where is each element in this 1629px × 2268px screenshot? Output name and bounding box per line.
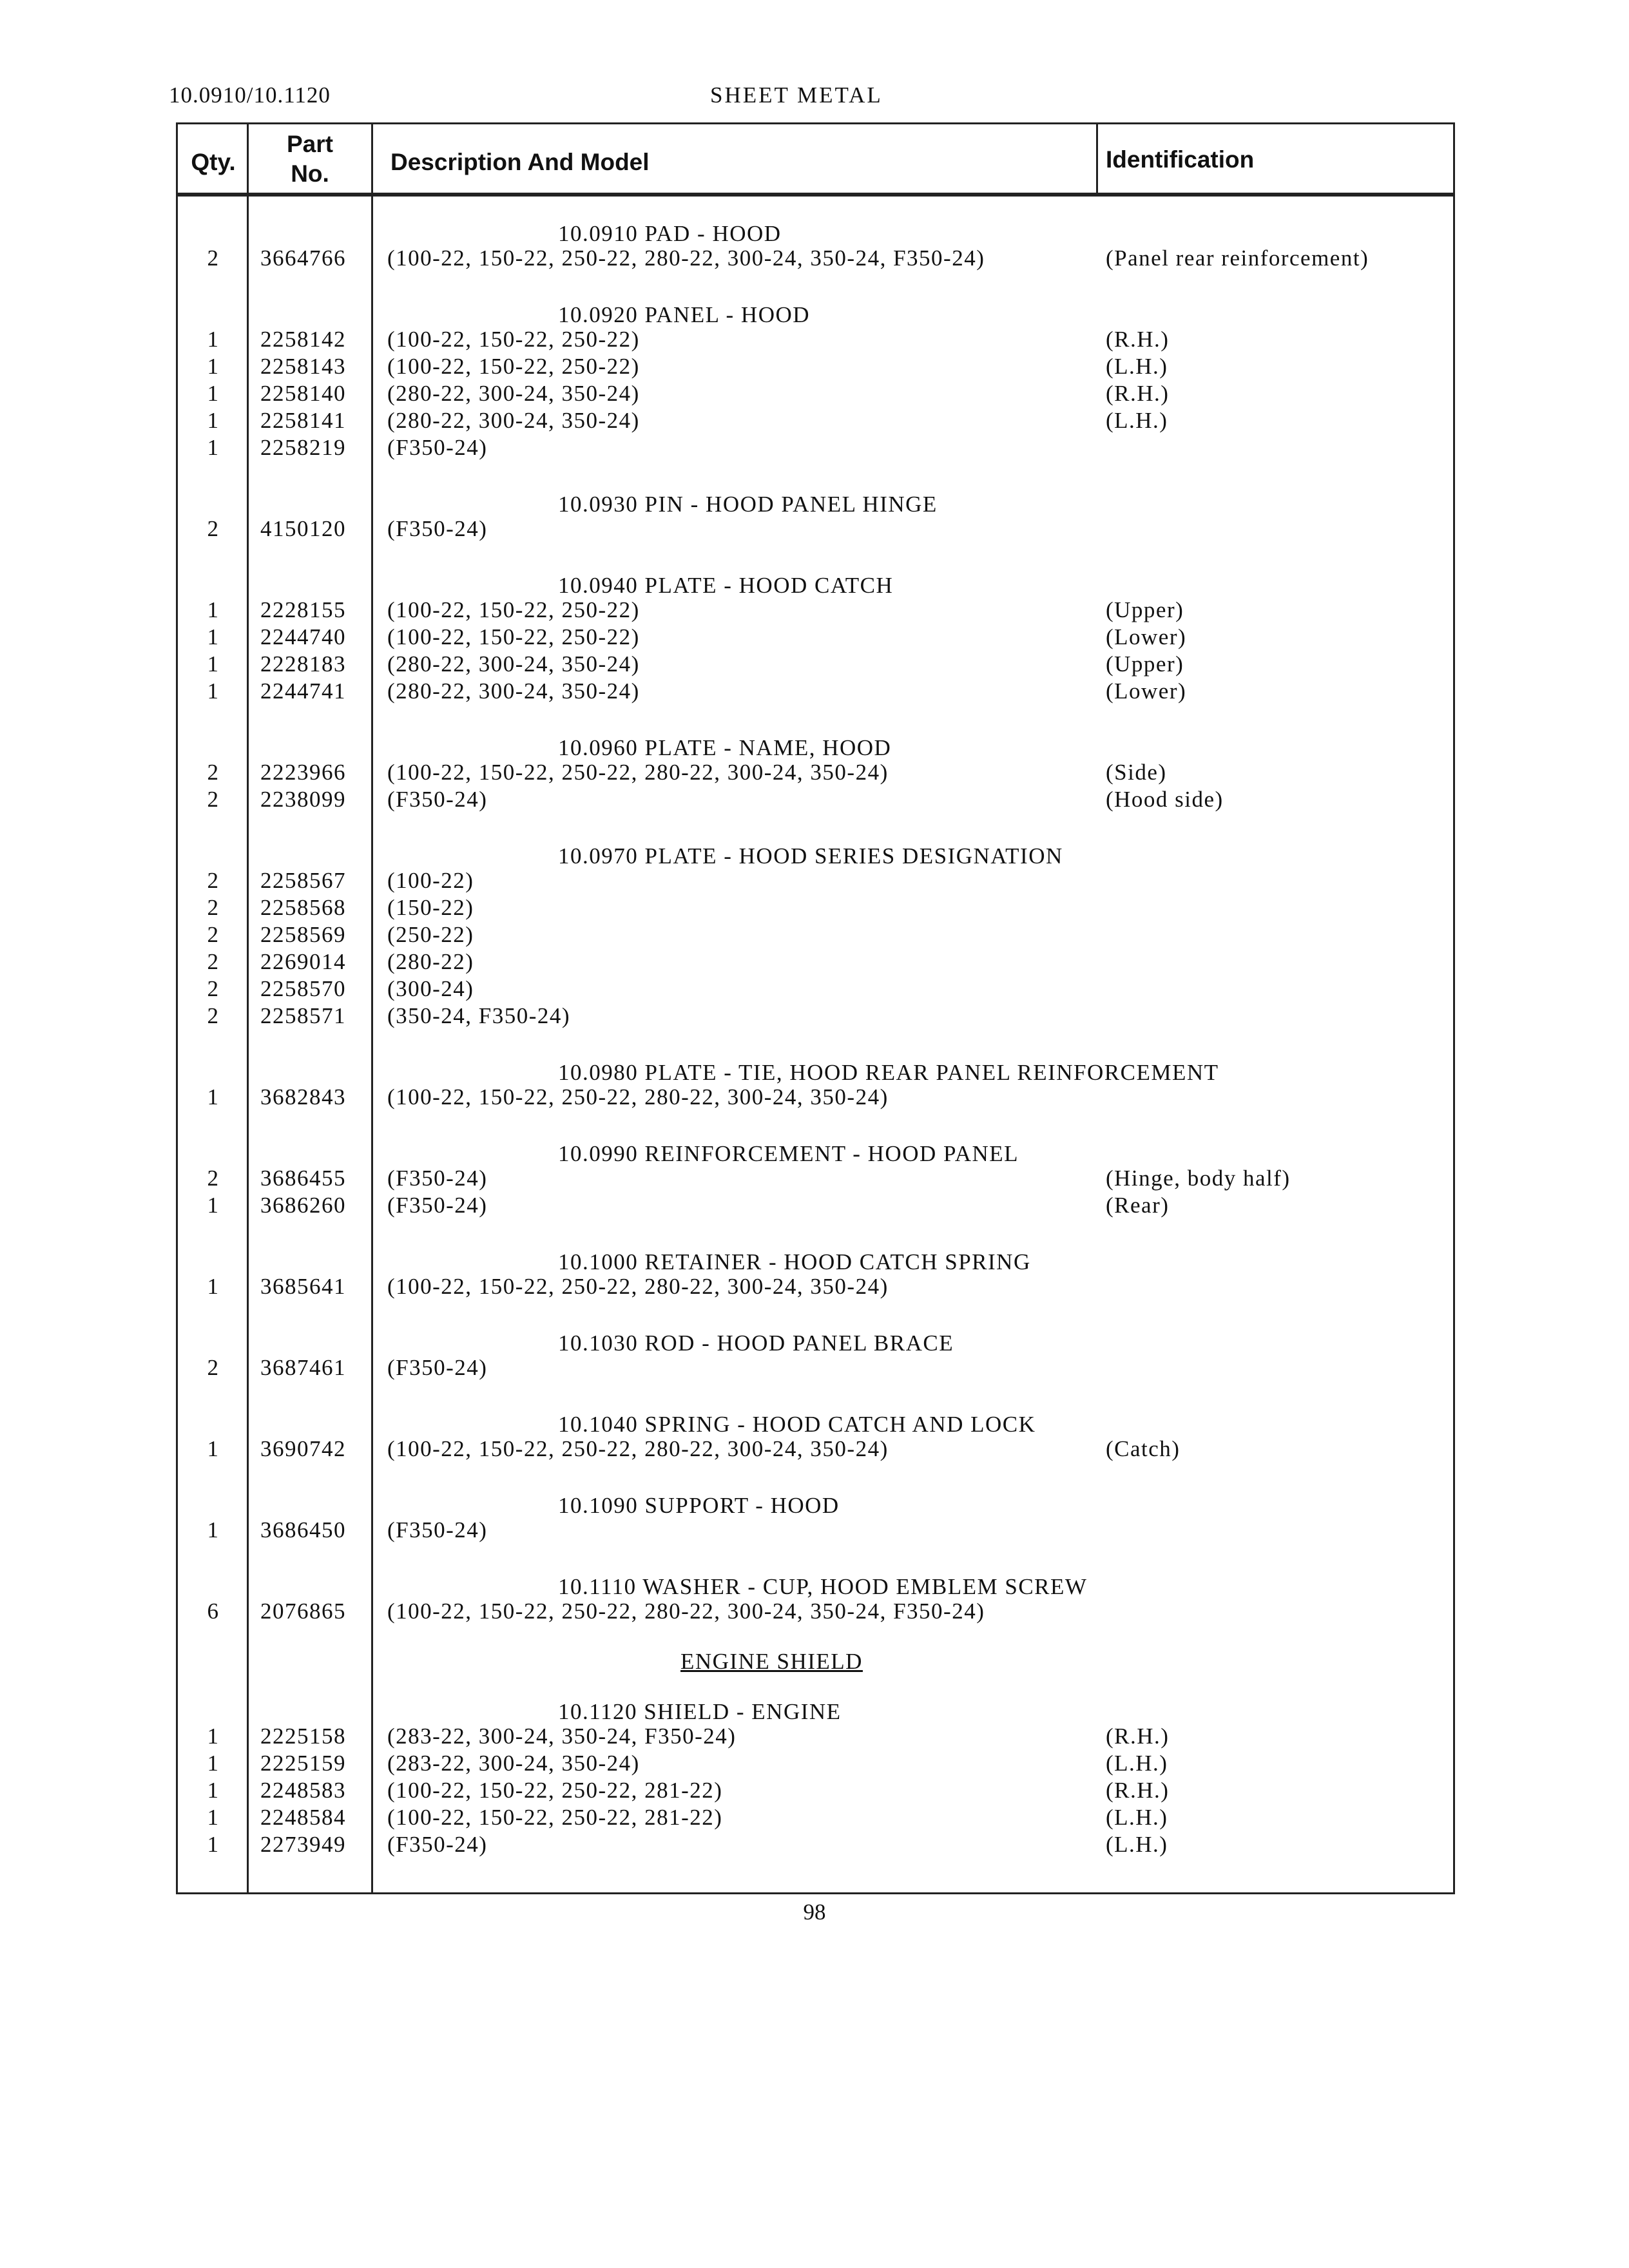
description-cell: (F350-24): [387, 1166, 488, 1191]
part-number-cell: 2258143: [260, 354, 346, 379]
part-number-cell: 3682843: [260, 1084, 346, 1110]
table-row: [178, 787, 1453, 815]
identification-cell: (Lower): [1106, 624, 1187, 649]
section-heading-text: 10.1090 SUPPORT - HOOD: [558, 1493, 840, 1518]
table-row: [178, 327, 1453, 355]
identification-cell: (Hood side): [1106, 787, 1224, 812]
table-row: [178, 597, 1453, 626]
table-row: [178, 760, 1453, 788]
table-row: [178, 651, 1453, 680]
identification-cell: (Panel rear reinforcement): [1106, 245, 1369, 271]
qty-cell: 1: [207, 435, 220, 460]
description-cell: (350-24, F350-24): [387, 1003, 571, 1028]
table-row: [178, 435, 1453, 463]
engine-shield-subheading: ENGINE SHIELD: [680, 1649, 863, 1674]
table-row: [178, 1274, 1453, 1302]
description-cell: (100-22, 150-22, 250-22, 280-22, 300-24, 350-24): [387, 760, 889, 785]
qty-cell: 1: [207, 1751, 220, 1776]
section-heading-text: 10.0910 PAD - HOOD: [558, 221, 782, 246]
section-heading-text: 10.0920 PANEL - HOOD: [558, 302, 811, 327]
description-cell: (100-22, 150-22, 250-22): [387, 624, 640, 649]
identification-cell: (L.H.): [1106, 354, 1168, 379]
description-cell: (280-22): [387, 949, 474, 974]
qty-cell: 2: [207, 245, 220, 271]
description-column-header: Description And Model: [390, 149, 650, 175]
identification-cell: (Hinge, body half): [1106, 1166, 1291, 1191]
qty-cell: 1: [207, 678, 220, 704]
part-number-cell: 3685641: [260, 1274, 346, 1299]
table-header: [178, 124, 1453, 197]
description-cell: (283-22, 300-24, 350-24, F350-24): [387, 1724, 737, 1749]
identification-cell: (Catch): [1106, 1436, 1181, 1461]
description-cell: (100-22, 150-22, 250-22): [387, 354, 640, 379]
section-heading-text: 10.1000 RETAINER - HOOD CATCH SPRING: [558, 1249, 1031, 1274]
section-heading-text: 10.0930 PIN - HOOD PANEL HINGE: [558, 492, 938, 517]
identification-cell: (L.H.): [1106, 1832, 1168, 1857]
qty-cell: 1: [207, 354, 220, 379]
part-number-cell: 2258567: [260, 868, 346, 893]
qty-cell: 2: [207, 922, 220, 947]
qty-cell: 1: [207, 624, 220, 649]
table-row: [178, 1193, 1453, 1221]
section-heading-text: 10.0980 PLATE - TIE, HOOD REAR PANEL REINFORCEMENT: [558, 1060, 1219, 1085]
qty-cell: 1: [207, 327, 220, 352]
description-cell: (280-22, 300-24, 350-24): [387, 408, 640, 433]
part-number-cell: 2248583: [260, 1778, 346, 1803]
table-row: [178, 408, 1453, 436]
part-number-cell: 2258141: [260, 408, 346, 433]
part-number-cell: 3664766: [260, 245, 346, 271]
table-row: [178, 1517, 1453, 1546]
page-header: [169, 82, 1460, 115]
parts-table: [176, 122, 1455, 1894]
qty-cell: 1: [207, 597, 220, 622]
identification-cell: (R.H.): [1106, 1724, 1170, 1749]
table-row: [178, 1166, 1453, 1194]
table-row: [178, 868, 1453, 896]
identification-cell: (Upper): [1106, 651, 1184, 677]
table-row: [178, 976, 1453, 1004]
part-number-cell: 3686260: [260, 1193, 346, 1218]
description-cell: (100-22): [387, 868, 474, 893]
part-number-cell: 2269014: [260, 949, 346, 974]
identification-cell: (Upper): [1106, 597, 1184, 622]
part-number-cell: 2258140: [260, 381, 346, 406]
qty-cell: 2: [207, 976, 220, 1001]
part-number-cell: 2076865: [260, 1599, 346, 1624]
table-row: [178, 1778, 1453, 1806]
table-row: [178, 895, 1453, 923]
part-number-cell: 2258142: [260, 327, 346, 352]
description-cell: (250-22): [387, 922, 474, 947]
part-number-column-header: [249, 130, 371, 189]
description-cell: (100-22, 150-22, 250-22): [387, 597, 640, 622]
description-cell: (F350-24): [387, 787, 488, 812]
part-number-cell: 4150120: [260, 516, 346, 541]
part-number-cell: 2273949: [260, 1832, 346, 1857]
description-cell: (100-22, 150-22, 250-22, 280-22, 300-24, 350-24, F350-24): [387, 245, 985, 271]
identification-cell: (R.H.): [1106, 327, 1170, 352]
table-row: [178, 1724, 1453, 1752]
part-number-cell: 2244741: [260, 678, 346, 704]
section-heading-text: 10.0940 PLATE - HOOD CATCH: [558, 573, 894, 598]
description-cell: (F350-24): [387, 1193, 488, 1218]
part-number-cell: 2258568: [260, 895, 346, 920]
qty-cell: 2: [207, 895, 220, 920]
section-heading-text: 10.0960 PLATE - NAME, HOOD: [558, 735, 892, 760]
part-number-cell: 3690742: [260, 1436, 346, 1461]
table-row: [178, 1003, 1453, 1032]
qty-cell: 1: [207, 1778, 220, 1803]
description-cell: (280-22, 300-24, 350-24): [387, 651, 640, 677]
part-number-cell: 2258571: [260, 1003, 346, 1028]
section-heading-text: 10.1040 SPRING - HOOD CATCH AND LOCK: [558, 1412, 1036, 1437]
description-cell: (F350-24): [387, 516, 488, 541]
qty-cell: 1: [207, 1724, 220, 1749]
qty-cell: 1: [207, 408, 220, 433]
part-number-cell: 3686450: [260, 1517, 346, 1542]
table-row: [178, 624, 1453, 653]
description-cell: (F350-24): [387, 1517, 488, 1542]
qty-cell: 2: [207, 760, 220, 785]
part-number-cell: 3686455: [260, 1166, 346, 1191]
table-row: [178, 678, 1453, 707]
identification-cell: (Side): [1106, 760, 1167, 785]
part-number-cell: 2238099: [260, 787, 346, 812]
table-row: [178, 1355, 1453, 1383]
qty-cell: 2: [207, 1003, 220, 1028]
description-cell: (280-22, 300-24, 350-24): [387, 678, 640, 704]
table-row: [178, 381, 1453, 409]
part-number-cell: 2244740: [260, 624, 346, 649]
qty-cell: 1: [207, 1436, 220, 1461]
description-cell: (300-24): [387, 976, 474, 1001]
description-cell: (100-22, 150-22, 250-22): [387, 327, 640, 352]
section-code: 10.0910/10.1120: [169, 82, 331, 108]
part-number-cell: 2228183: [260, 651, 346, 677]
qty-cell: 1: [207, 651, 220, 677]
identification-column-header: Identification: [1106, 146, 1255, 173]
qty-cell: 6: [207, 1599, 220, 1624]
section-heading-text: 10.1120 SHIELD - ENGINE: [558, 1699, 842, 1724]
page-number: 98: [803, 1899, 826, 1925]
identification-cell: (R.H.): [1106, 381, 1170, 406]
page-title: SHEET METAL: [710, 82, 883, 108]
identification-cell: (L.H.): [1106, 408, 1168, 433]
qty-cell: 1: [207, 1805, 220, 1830]
table-row: [178, 1084, 1453, 1113]
identification-cell: (R.H.): [1106, 1778, 1170, 1803]
qty-cell: 2: [207, 516, 220, 541]
qty-cell: 1: [207, 381, 220, 406]
description-cell: (F350-24): [387, 1832, 488, 1857]
part-number-cell: 2258219: [260, 435, 346, 460]
qty-column-header: Qty.: [191, 149, 236, 175]
identification-cell: (Rear): [1106, 1193, 1170, 1218]
description-cell: (280-22, 300-24, 350-24): [387, 381, 640, 406]
qty-cell: 2: [207, 868, 220, 893]
table-row: [178, 354, 1453, 382]
description-cell: (100-22, 150-22, 250-22, 280-22, 300-24, 350-24): [387, 1274, 889, 1299]
part-number-cell: 3687461: [260, 1355, 346, 1380]
qty-cell: 2: [207, 1355, 220, 1380]
identification-divider: [1096, 124, 1098, 193]
identification-cell: (L.H.): [1106, 1805, 1168, 1830]
qty-cell: 1: [207, 1084, 220, 1110]
description-cell: (100-22, 150-22, 250-22, 280-22, 300-24, 350-24, F350-24): [387, 1599, 985, 1624]
part-number-cell: 2223966: [260, 760, 346, 785]
description-cell: (100-22, 150-22, 250-22, 280-22, 300-24, 350-24): [387, 1436, 889, 1461]
description-cell: (100-22, 150-22, 250-22, 280-22, 300-24, 350-24): [387, 1084, 889, 1110]
section-heading-text: 10.0970 PLATE - HOOD SERIES DESIGNATION: [558, 843, 1063, 869]
qty-cell: 1: [207, 1517, 220, 1542]
table-row: [178, 922, 1453, 950]
table-row: [178, 1599, 1453, 1627]
table-row: [178, 245, 1453, 274]
identification-cell: (Lower): [1106, 678, 1187, 704]
qty-cell: 1: [207, 1274, 220, 1299]
table-row: [178, 1436, 1453, 1465]
qty-cell: 2: [207, 949, 220, 974]
qty-cell: 2: [207, 1166, 220, 1191]
table-row: [178, 1751, 1453, 1779]
table-row: [178, 1832, 1453, 1860]
section-heading-text: 10.0990 REINFORCEMENT - HOOD PANEL: [558, 1141, 1019, 1166]
part-number-cell: 2228155: [260, 597, 346, 622]
description-cell: (150-22): [387, 895, 474, 920]
qty-cell: 1: [207, 1193, 220, 1218]
table-row: [178, 1805, 1453, 1833]
description-cell: (100-22, 150-22, 250-22, 281-22): [387, 1778, 723, 1803]
part-number-cell: 2258570: [260, 976, 346, 1001]
qty-cell: 1: [207, 1832, 220, 1857]
description-cell: (100-22, 150-22, 250-22, 281-22): [387, 1805, 723, 1830]
part-number-cell: 2225159: [260, 1751, 346, 1776]
description-cell: (283-22, 300-24, 350-24): [387, 1751, 640, 1776]
part-header-line1: Part: [287, 131, 333, 157]
part-number-cell: 2248584: [260, 1805, 346, 1830]
part-number-cell: 2225158: [260, 1724, 346, 1749]
identification-cell: (L.H.): [1106, 1751, 1168, 1776]
description-cell: (F350-24): [387, 435, 488, 460]
table-row: [178, 516, 1453, 544]
part-header-line2: No.: [291, 160, 329, 187]
table-row: [178, 949, 1453, 977]
description-cell: (F350-24): [387, 1355, 488, 1380]
qty-cell: 2: [207, 787, 220, 812]
section-heading-text: 10.1030 ROD - HOOD PANEL BRACE: [558, 1331, 954, 1356]
part-number-cell: 2258569: [260, 922, 346, 947]
section-heading-text: 10.1110 WASHER - CUP, HOOD EMBLEM SCREW: [558, 1574, 1088, 1599]
